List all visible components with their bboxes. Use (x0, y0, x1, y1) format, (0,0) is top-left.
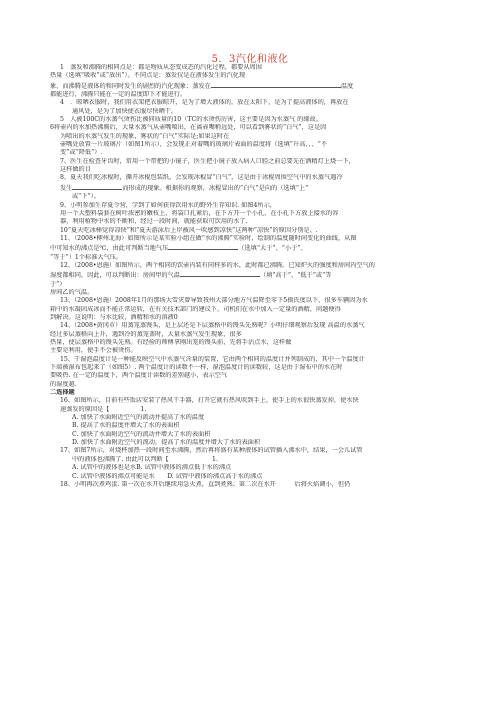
fill-blank (72, 183, 122, 190)
text-line (50, 456, 470, 464)
line-text: 要吸热. 在一定的温度下，两个温度计读数的差别越小，表示空气 (50, 372, 228, 380)
line-text: 4 ．晾晒衣服时，我们用衣架把衣服晾开，是为了增大液体的，放在太阳下，是为了提高液体的，再放在 (60, 99, 349, 107)
line-text-after-blank: 温度 (340, 82, 354, 90)
text-line (50, 347, 470, 355)
text-line (50, 406, 470, 414)
text-line (50, 262, 470, 270)
line-text: 热量，使层蒸格中的馒头先熟。有经验的师傅拿刚出笼的馒头前，先将手沾点水，这样做 (50, 339, 292, 346)
line-text: C. 加快了水面附近空气的流动并增大了水的表面积 (72, 430, 211, 438)
text-line (50, 473, 470, 481)
text-line (50, 202, 470, 210)
line-text-after-blank: （填“高于”、“低于”或“等 (259, 272, 332, 280)
line-text: 的湿度越. (50, 380, 77, 388)
text-line (50, 108, 470, 116)
line-text: C. 试管中液体的沸点可能是水 D. 试管中液体的沸点高于水的沸点 (72, 472, 263, 480)
page-title: 5．3汽化和液化 (211, 54, 289, 65)
text-line (50, 91, 470, 99)
line-text: 中可知水的沸点是℃，由此可判断当地气压 (50, 245, 169, 253)
line-text: 10“夏天吃冰棒觉得凉快”和“夏天游泳后上岸被风一吹感到凉快”这两种“凉快”的原因分别是、. (60, 226, 318, 234)
line-text: 变”或“降低”）. (60, 149, 103, 157)
text-line (50, 322, 470, 330)
text-line (50, 235, 470, 243)
line-text: A. 试管中的液体也是水B. 试管中液体的沸点低于水的沸点 (72, 464, 232, 472)
text-line (50, 372, 470, 380)
text-line (50, 227, 470, 235)
text-line (50, 281, 470, 289)
fill-blank (180, 270, 260, 277)
line-text: 这样做的目 (60, 166, 91, 174)
line-text: 箱中的水凝固成冰而不能正常运转，在有关技术部门的建议下，司机们在水中加入一定量的酒精，问题便得 (50, 305, 341, 313)
text-line (50, 422, 470, 430)
text-line (50, 414, 470, 422)
line-text: 主要是利用，使手不会被烫伤。 (50, 347, 137, 355)
text-line (50, 481, 470, 489)
line-text: 18、小明再次煮鸡蛋. 第一次在水开后继续用急火煮，直到煮熟；第二次在水开 后将火焰调小，但仍 (60, 480, 351, 488)
text-line (50, 133, 470, 141)
text-line (50, 124, 470, 132)
line-text: 或“下”）。 (72, 193, 100, 201)
text-line (50, 254, 470, 262)
section-heading (50, 389, 470, 397)
line-text: 都能进行，沸腾只能在一定的温度即下才能进行。 (50, 91, 187, 99)
line-text: 下端被湿布包起来了（如图5）. 两个温度计的读数不一样，湿泡温度计的读数较，这是由于湿布中的水在时 (50, 364, 343, 372)
line-text: 11、（2008•柳州北海）如图所示是某实验小组在做“水的沸腾”实验时，绘制的温度随时间变化的曲线，从图 (60, 234, 357, 242)
fill-blank (168, 243, 238, 250)
line-text: 二选择题 (50, 389, 75, 397)
text-line (50, 297, 470, 305)
line-text: 到解决。这说明：与水比较，酒精和水的溶液0 (50, 313, 178, 321)
text-line (50, 99, 470, 107)
line-text: 经过多层蒸格向上升，遇到冷的蒸笼盖时，大量水蒸气发生现象，很多 (50, 330, 242, 338)
text-line (50, 356, 470, 364)
line-text: 速蒸发的原因是【 1. (60, 405, 147, 413)
line-text: 湿度都相同，因此，可以判断出：房间甲的气温 (50, 272, 180, 280)
text-line (50, 193, 470, 201)
text-line (50, 431, 470, 439)
line-text: 5 人被100C的水蒸气烫伤比被同质量的10（TC的水烫伤厉害，这主要是因为水蒸气 的缘故。 (60, 116, 322, 124)
text-line (50, 447, 470, 455)
line-text: 14、（2008•黄冈市）用蒸笼蒸馒头，是上层还是下层蒸格中的馒头先熟呢？小明仔细观察后发现 高温的水蒸气 (60, 322, 365, 330)
text-line (50, 314, 470, 322)
text-line (50, 141, 470, 149)
line-text: 于”） (50, 280, 66, 288)
document-body (50, 64, 470, 489)
text-line (50, 270, 470, 280)
text-line (50, 289, 470, 297)
text-line (50, 218, 470, 226)
line-text: 热量（选填“吸收”或“放出”）。不同点是：蒸发仅是在液体发生的汽化现 (50, 72, 246, 80)
line-text: 用一个大塑料袋套在树叶浓密的嫩枝上，将袋口扎紧后，在下方开一个小孔，在小孔下方放上接水的容 (60, 209, 339, 217)
line-text: 16、如图所示，目前有些饭店安装了热风干手器，打开它就有热风吹到手上，使手上的水很快蒸发掉，使水快 (60, 397, 359, 405)
line-text: A. 加快了水面附近空气的流动并提高了水的温度 (72, 414, 205, 422)
line-text: 通风处，是为了加快使衣服尽快晒干。 (72, 107, 178, 115)
line-text: D. 加快了水面附近空气的流动，提高了水的温度并增大了水的表面积 (72, 439, 261, 447)
line-text-after-blank: 而形成的现象。根据你的观察，冰棍冒出的“白气”是向的（选填“上” (122, 184, 309, 192)
line-text: 8、夏天我们吃冰棍时，撕开冰棍包装纸，会发现冰棍冒“白气”，这是由于冰棍周围空气中的水蒸气遇冷 (60, 174, 343, 182)
text-line (50, 306, 470, 314)
line-text: 7、医生在检查牙齿时，常用一个带把的小镜子，医生把小镜子放入病人口腔之前总要先在酒精灯上烧一下， (60, 157, 355, 165)
text-line (50, 158, 470, 166)
line-text: 17、如图7所示，对烧杯加热一段时间至水沸腾，然后再将盛有某种液体的试管插入沸水中，结果，一会儿试管 (60, 447, 363, 455)
text-line (50, 81, 470, 91)
line-text: 壶嘴处放置一片玻璃片（如图1所示），会发现正对着嘴的玻璃片表面的温度将（选填“升高、、、“不 (60, 141, 328, 149)
text-line (50, 72, 470, 80)
text-line (50, 183, 470, 193)
text-line (50, 64, 470, 72)
fill-blank (211, 81, 341, 88)
line-text: 发生 (60, 184, 73, 192)
text-line (50, 174, 470, 182)
line-text: 房间乙的气温。 (50, 288, 94, 296)
line-text-after-blank: （选填“大于”、“小于”、 (238, 245, 307, 253)
text-line (50, 166, 470, 174)
text-line (50, 381, 470, 389)
line-text: 中的液体也沸腾了. 由此可以判断【 1. (72, 455, 218, 463)
text-line (50, 464, 470, 472)
text-line (50, 116, 470, 124)
line-text: 6将壶内的水加热沸腾后，大量水蒸气从壶嘴喷出，在离壶嘴稍远处，可以看到雾状的“白气”，这是因 (50, 124, 327, 132)
line-text: 9、小明参加生存夏令营，学到了如何获得饮用水的野外生存知识. 如图4所示， (60, 201, 276, 209)
text-line (50, 243, 470, 253)
text-line (50, 364, 470, 372)
line-text: 12、（2008•恩施）如图所示，两个相同的饮壶内装有同样多的水，此时都已沸腾。已知炉火的强度和房间内空气的 (60, 261, 375, 269)
text-line (50, 397, 470, 405)
text-line (50, 339, 470, 347)
line-text: 1 蒸发和沸腾的相同点是：都是物质从态变成态的汽化过程，都要从周围 (60, 64, 262, 71)
line-text: 13、（2008•恩施）2008年1月的那场大雪灾曾导致我州大部分地方气温降至零下5摄氏度以下，很多车辆因为水 (60, 297, 368, 305)
line-text: 15、干湿泡温度计是一种能反映空气中水蒸气含量的装置，它由两个相同的温度计并列制成的，其中一个温度计 (60, 355, 365, 363)
text-line (50, 149, 470, 157)
line-text: 器，利用植物中水的不断和，经过一段时间，就能获取可饮用的水了. (60, 218, 248, 226)
text-line (50, 210, 470, 218)
line-text: “等于”）1个标准大气压。 (50, 253, 123, 261)
text-line (50, 331, 470, 339)
line-text: 象，而沸腾是液体的和同时发生的剧烈的汽化现象；蒸发在 (50, 82, 211, 90)
line-text: B. 提高了水的温度并增大了水的表面积 (72, 422, 180, 430)
text-line (50, 439, 470, 447)
line-text: 为喷出的水蒸气发生的现象，雾状的“白气”实际是;如果这时在 (60, 132, 230, 140)
